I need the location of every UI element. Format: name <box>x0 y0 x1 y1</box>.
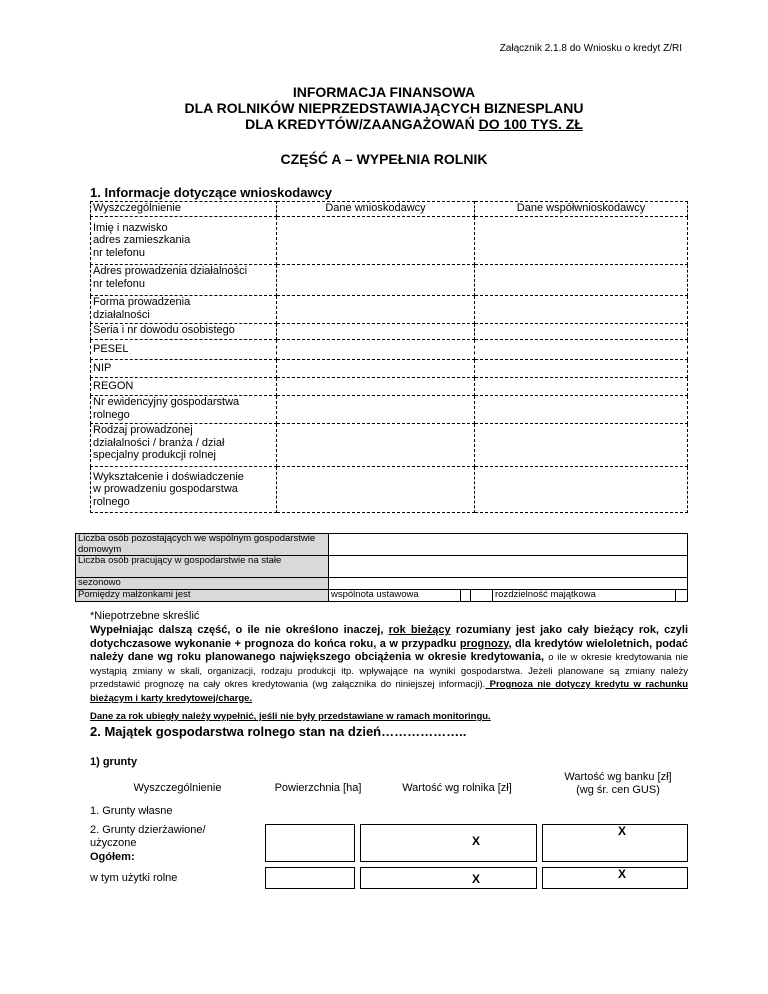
land-col-farmer-value: Wartość wg rolnika [zł] <box>402 782 512 794</box>
input-cell[interactable] <box>277 396 475 424</box>
col-header-coapplicant: Dane współwnioskodawcy <box>475 202 688 217</box>
row-label-name: Imię i nazwisko adres zamieszkania nr telefonu <box>91 217 277 265</box>
instructions-previous-year: Dane za rok ubiegły należy wypełnić, jeśli nie były przedstawiane w ramach monitoringu. <box>90 711 491 722</box>
land-row-own: 1. Grunty własne <box>90 805 173 817</box>
input-cell[interactable] <box>475 467 688 513</box>
input-cell[interactable] <box>277 424 475 467</box>
input-cell[interactable] <box>277 324 475 340</box>
permanent-workers-input[interactable] <box>329 556 688 578</box>
land-area-arable-input[interactable] <box>265 867 355 889</box>
land-area-leased-input[interactable] <box>265 824 355 862</box>
row-label-id: Seria i nr dowodu osobistego <box>91 324 277 340</box>
row-label-regon: REGON <box>91 378 277 396</box>
title-line-2: DLA ROLNIKÓW NIEPRZEDSTAWIAJĄCYCH BIZNESPLANU <box>184 100 584 116</box>
input-cell[interactable] <box>277 378 475 396</box>
marital-property-label: Pomiędzy małżonkami jest <box>76 590 329 602</box>
land-row-total: Ogółem: <box>90 851 135 863</box>
row-label-education: Wykształcenie i doświadczenie w prowadzeniu gospodarstwa rolnego <box>91 467 277 513</box>
input-cell[interactable] <box>277 217 475 265</box>
instr-e: , dla kredytów wieloletnich, podać należy dane wg roku planowanego największego obciążenia w okresie kredytowania, <box>90 637 688 663</box>
option-separate-checkbox[interactable] <box>676 590 688 602</box>
input-cell[interactable] <box>277 467 475 513</box>
input-cell[interactable] <box>277 265 475 296</box>
instr-g: Prognoza nie dotyczy kredytu w rachunku bieżącym i karty kredytowej/charge. <box>90 679 688 704</box>
input-cell[interactable] <box>475 360 688 378</box>
title-line-3 <box>0 116 768 132</box>
instr-c: rozumiany jest jako cały bieżący rok, czyli dotychczasowe wykonanie + prognoza do końca roku, a w przypadku <box>90 624 689 650</box>
option-joint-checkbox[interactable] <box>461 590 471 602</box>
instr-a: Wypełniając dalszą część, o ile nie określono inaczej, <box>90 624 389 636</box>
land-farmer-arable-cell <box>360 867 537 889</box>
land-col-spec: Wyszczególnienie <box>133 782 222 794</box>
instr-f: o ile w okresie kredytowania nie wystąpią zmiany w skali, organizacji, rodzaju produkcji itp. wpływające na wyniki gospodarstwa. Jeżeli planowane są zmiany należy przedstawić prognozę na cały okres kredytowania (wg załącznika do niniejszej informacji). <box>90 652 688 690</box>
input-cell[interactable] <box>475 378 688 396</box>
input-cell[interactable] <box>475 217 688 265</box>
land-row-leased: 2. Grunty dzierżawione/ użyczone <box>90 824 206 849</box>
input-cell[interactable] <box>277 360 475 378</box>
x-mark: X <box>472 872 481 886</box>
row-label-address: Adres prowadzenia działalności nr telefonu <box>91 265 277 296</box>
row-label-pesel: PESEL <box>91 340 277 360</box>
land-bank-leased-cell <box>542 824 688 862</box>
x-mark: X <box>618 824 627 838</box>
permanent-workers-label: Liczba osób pracujący w gospodarstwie na stałe <box>76 556 329 578</box>
input-cell[interactable] <box>277 296 475 324</box>
option-separate-property[interactable]: rozdzielność majątkowa <box>493 590 676 602</box>
input-cell[interactable] <box>475 396 688 424</box>
applicant-table <box>90 201 688 513</box>
title-line-3-b: DO 100 TYS. ZŁ <box>478 116 583 132</box>
col-header-spec: Wyszczególnienie <box>91 202 277 217</box>
annex-label: Załącznik 2.1.8 do Wniosku o kredyt Z/RI <box>499 43 682 54</box>
land-col-bank-value: Wartość wg banku [zł] (wg śr. cen GUS) <box>564 771 672 796</box>
land-table <box>90 772 688 892</box>
part-a-heading: CZĘŚĆ A – WYPEŁNIA ROLNIK <box>280 151 488 167</box>
option-joint-property[interactable]: wspólnota ustawowa <box>329 590 461 602</box>
input-cell[interactable] <box>277 340 475 360</box>
instructions-paragraph <box>90 624 688 705</box>
x-mark: X <box>472 834 481 848</box>
section2-sub: 1) grunty <box>90 756 138 768</box>
spacer-cell <box>471 590 493 602</box>
land-bank-arable-cell <box>542 867 688 889</box>
row-label-form: Forma prowadzenia działalności <box>91 296 277 324</box>
section2-heading: 2. Majątek gospodarstwa rolnego stan na dzień……………….. <box>90 724 467 739</box>
footnote: *Niepotrzebne skreślić <box>90 610 200 622</box>
row-label-farm-number: Nr ewidencyjny gospodarstwa rolnego <box>91 396 277 424</box>
title-line-1: INFORMACJA FINANSOWA <box>292 84 476 100</box>
instr-d: prognozy <box>459 637 509 650</box>
row-label-nip: NIP <box>91 360 277 378</box>
land-farmer-leased-cell <box>360 824 537 862</box>
seasonal-workers-label: sezonowo <box>76 578 329 590</box>
input-cell[interactable] <box>475 340 688 360</box>
land-col-area: Powierzchnia [ha] <box>274 782 362 794</box>
x-mark: X <box>618 867 627 881</box>
col-header-applicant: Dane wnioskodawcy <box>277 202 475 217</box>
input-cell[interactable] <box>475 265 688 296</box>
seasonal-workers-input[interactable] <box>329 578 688 590</box>
input-cell[interactable] <box>475 324 688 340</box>
input-cell[interactable] <box>475 296 688 324</box>
household-table <box>75 533 688 602</box>
household-members-input[interactable] <box>329 534 688 556</box>
land-row-arable: w tym użytki rolne <box>90 872 178 884</box>
instr-b: rok bieżący <box>388 624 451 636</box>
title-line-3-a: DLA KREDYTÓW/ZAANGAŻOWAŃ <box>245 116 479 132</box>
household-members-label: Liczba osób pozostających we wspólnym gospodarstwie domowym <box>76 534 329 556</box>
row-label-activity: Rodzaj prowadzonej działalności / branża / dział specjalny produkcji rolnej <box>91 424 277 467</box>
section1-heading: 1. Informacje dotyczące wnioskodawcy <box>90 185 333 200</box>
input-cell[interactable] <box>475 424 688 467</box>
